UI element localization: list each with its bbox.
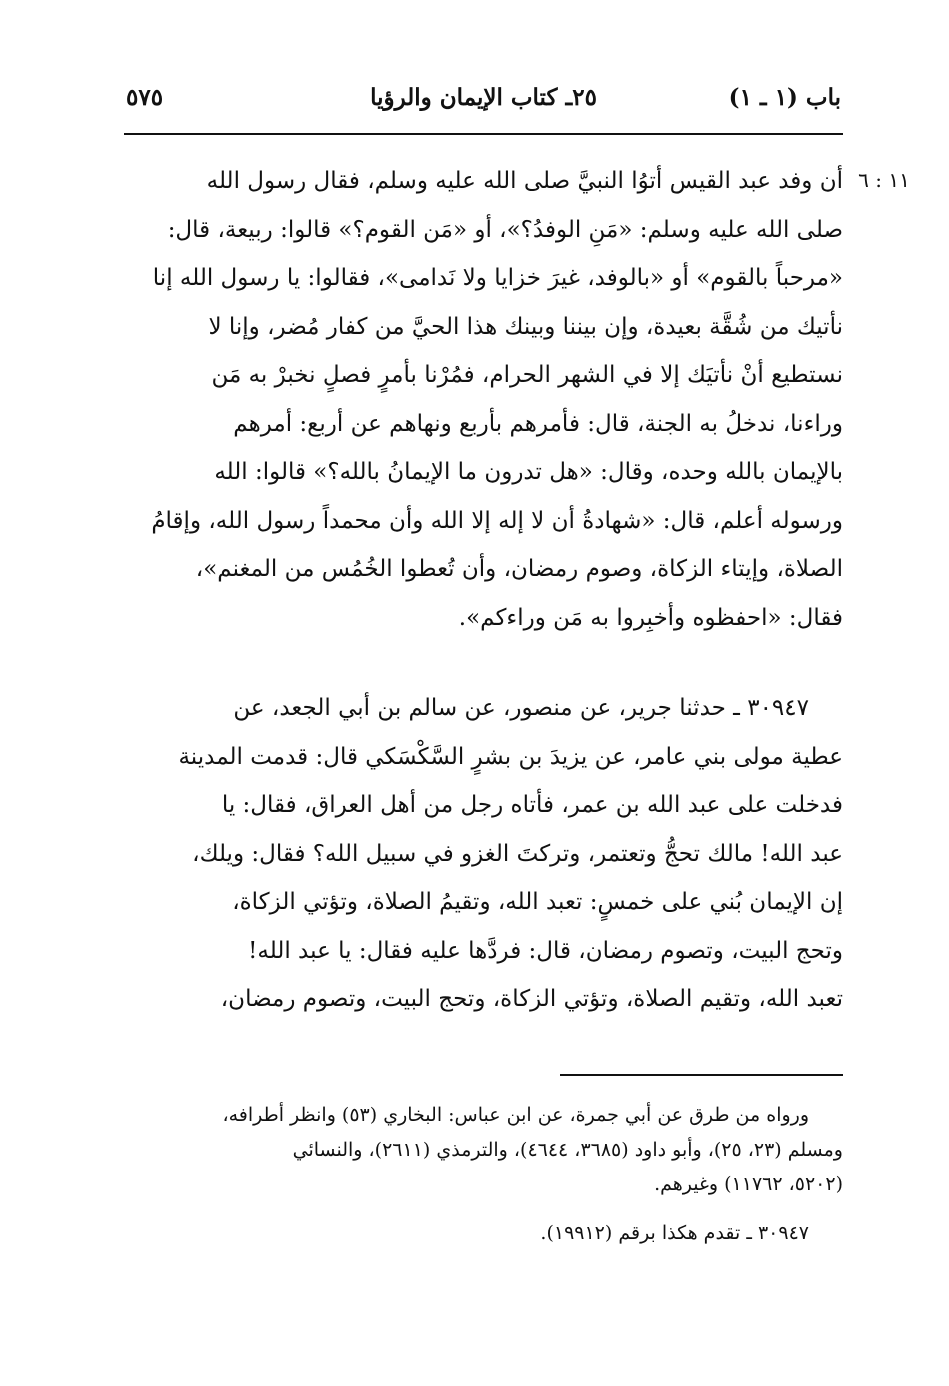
text-line: وتحج البيت، وتصوم رمضان، قال: فردَّها عليه فقال: يا عبد الله!	[248, 937, 843, 964]
text-line: صلى الله عليه وسلم: «مَنِ الوفدُ؟»، أو «مَن القوم؟» قالوا: ربيعة، قال:	[167, 216, 843, 243]
text-line: ٣٠٩٤٧ ـ حدثنا جرير، عن منصور، عن سالم بن أبي الجعد، عن	[233, 695, 809, 721]
chapter-reference: باب (١ ـ ١)	[728, 84, 841, 111]
hadith-30947	[124, 684, 843, 1024]
footnote-line: (٥٢٠٢، ١١٧٦٢) وغيرهم.	[654, 1173, 843, 1195]
text-line: الصلاة، وإيتاء الزكاة، وصوم رمضان، وأن تُعطوا الخُمُس من المغنم»،	[195, 556, 843, 582]
text-line: إن الإيمان بُني على خمسٍ: تعبد الله، وتقيمُ الصلاة، وتؤتي الزكاة،	[232, 889, 843, 915]
page-number: ٥٧٥	[126, 84, 164, 111]
text-line: نستطيع أنْ نأتيَك إلا في الشهر الحرام، فمُرْنا بأمرٍ فصلٍ نخبرْ به مَن	[211, 362, 843, 388]
text-line: «مرحباً بالقوم» أو «بالوفد، غيرَ خزايا ولا نَدامى»، فقالوا: يا رسول الله إنا	[152, 265, 843, 291]
text-line: وراءنا، ندخلُ به الجنة، قال: فأمرهم بأربع ونهاهم عن أربع: أمرهم	[233, 410, 843, 437]
footnote-line: ورواه من طرق عن أبي جمرة، عن ابن عباس: البخاري (٥٣) وانظر أطرافه،	[222, 1104, 809, 1126]
text-line: عبد الله! مالك تحجُّ وتعتمر، وتركتَ الغزو في سبيل الله؟ فقال: ويلك،	[192, 840, 843, 867]
book-title: ٢٥ـ كتاب الإيمان والرؤيا	[370, 84, 597, 111]
text-line: عطية مولى بني عامر، عن يزيدَ بن بشرٍ السَّكْسَكي قال: قدمت المدينة	[178, 743, 843, 770]
footnote-divider	[560, 1074, 843, 1076]
margin-reference: ١١ : ٦	[858, 168, 910, 192]
footnotes	[124, 1098, 843, 1250]
text-line: فدخلت على عبد الله بن عمر، فأتاه رجل من أهل العراق، فقال: يا	[221, 792, 843, 818]
hadith-continuation	[124, 157, 843, 642]
footnote-line: ٣٠٩٤٧ ـ تقدم هكذا برقم (١٩٩١٢).	[540, 1221, 809, 1244]
text-line: فقال: «احفظوه وأخبِروا به مَن وراءكم».	[458, 604, 843, 631]
header-divider	[124, 133, 843, 135]
text-line: أن وفد عبد القيس أتوُا النبيَّ صلى الله عليه وسلم، فقال رسول الله	[206, 168, 843, 194]
text-line: ورسوله أعلم، قال: «شهادةُ أن لا إله إلا الله وأن محمداً رسول الله، وإقامُ	[151, 507, 843, 534]
footnote-line: ومسلم (٢٣، ٢٥)، وأبو داود (٣٦٨٥، ٤٦٤٤)، والترمذي (٢٦١١)، والنسائي	[292, 1138, 843, 1161]
running-header	[126, 84, 841, 124]
text-line: بالإيمان بالله وحده، وقال: «هل تدرون ما الإيمانُ بالله؟» قالوا: الله	[214, 459, 843, 485]
text-line: تعبد الله، وتقيم الصلاة، وتؤتي الزكاة، وتحج البيت، وتصوم رمضان،	[220, 986, 843, 1012]
text-line: نأتيك من شُقَّة بعيدة، وإن بيننا وبينك هذا الحيَّ من كفار مُضر، وإنا لا	[208, 313, 843, 340]
